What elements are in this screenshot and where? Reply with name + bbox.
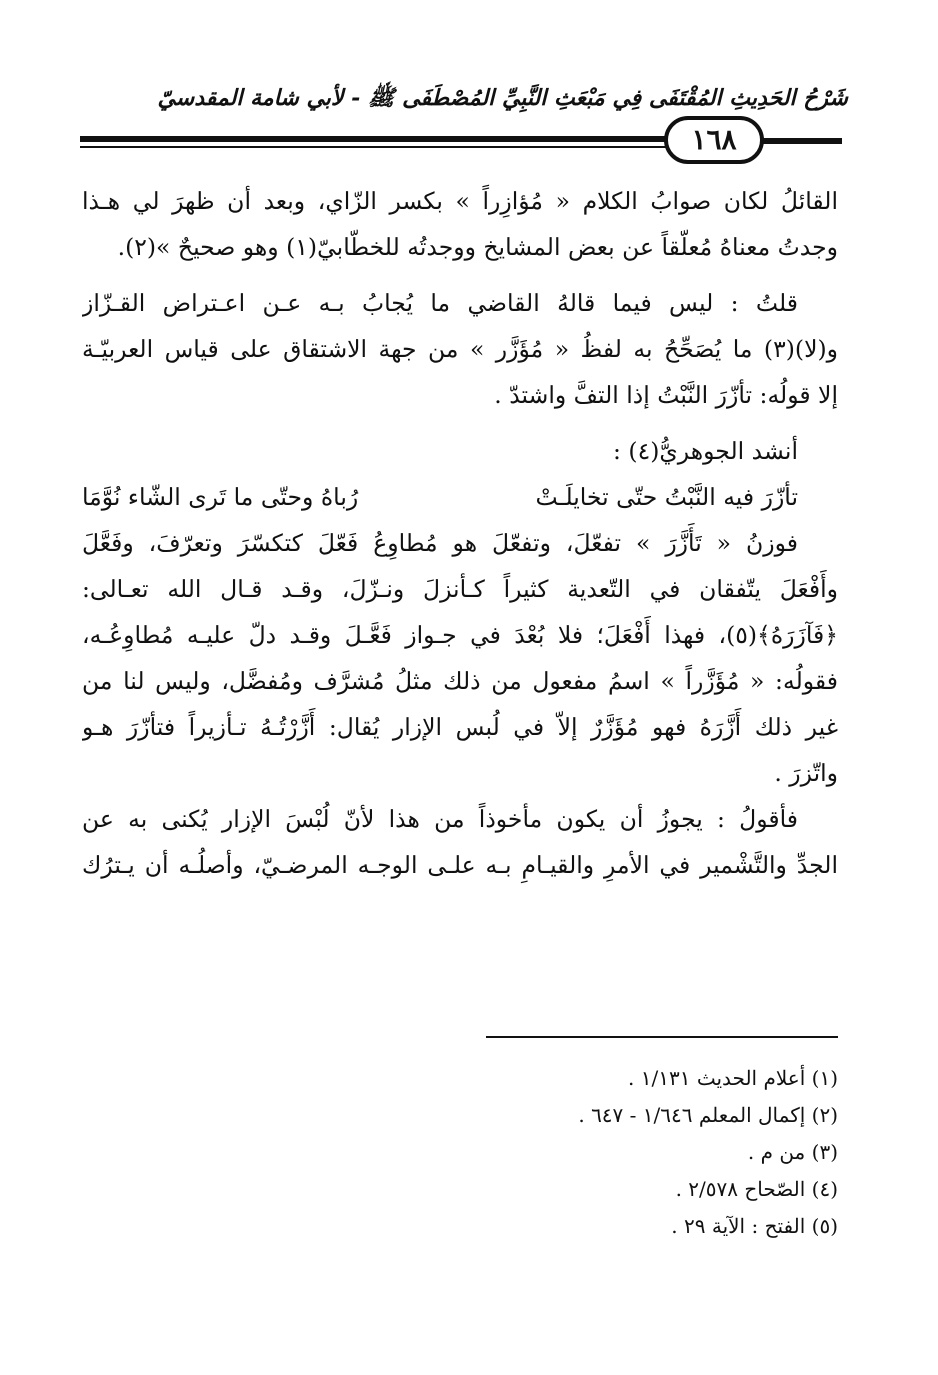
verse-hemistich-first: تأزّرَ فيه النَّبْتُ حتّى تخايلَـتْ: [535, 483, 798, 511]
footnote-item: (٤) الصّحاح ٢/٥٧٨ .: [675, 1177, 838, 1201]
text-line: فوزنُ « تَأَزَّرَ » تفعّلَ، وتفعّلَ هو مُطاوِعُ فَعّلَ كتكسّرَ وتعرّفَ، وفَعَّلَ: [82, 529, 798, 557]
footnotes: [82, 1060, 838, 1245]
footnote-item: (٣) من م .: [747, 1140, 838, 1164]
footnote-item: (١) أعلام الحديث ١/١٣١ .: [628, 1066, 838, 1090]
paragraph-gap: [82, 418, 838, 428]
text-line: و(لا)(٣) ما يُصَحِّحُ به لفظُ « مُؤَزَّر » من جهة الاشتقاق على قياس العربيّـة: [82, 335, 838, 363]
text-line: غير ذلك أَزَّرَهُ فهو مُؤَزَّرٌ إلاّ في لُبس الإزار يُقال: أَزَّرْتُـهُ تـأزيراً فتأزّرَ هـو: [82, 713, 838, 741]
text-line: وجدتُ معناهُ مُعلّقاً عن بعض المشايخ ووجدتُه للخطّابيّ(١) وهو صحيحٌ »(٢).: [117, 233, 838, 261]
main-text: [82, 178, 838, 888]
running-header: شَرْحُ الحَدِيثِ المُقْتَفَى فِي مَبْعَثِ النَّبِيِّ المُصْطَفَى ﷺ - لأبي شامة المقدسيّ: [157, 85, 848, 111]
poetry-verse: [82, 474, 838, 520]
text-line: الجدِّ والتَّشْمير في الأمرِ والقيـامِ بـه علـى الوجـه المرضـيّ، وأصلُـه أن يـترُك: [82, 851, 838, 879]
page-number: ١٦٨: [664, 116, 764, 164]
text-line: إلا قولُه: تأزّرَ النَّبْتُ إذا التفَّ واشتدّ .: [494, 381, 838, 409]
text-line: وأَفْعَلَ يتّفقان في التّعدية كثيراً كـأنزلَ ونـزّلَ، وقـد قـال الله تعـالى:: [82, 575, 838, 603]
text-line: فقولُه: « مُؤَزَّراً » اسمُ مفعول من ذلك مثلُ مُشرَّف ومُفضَّل، وليس لنا من: [82, 667, 838, 695]
footnote-separator: [486, 1036, 838, 1038]
footnote-item: (٢) إكمال المعلم ١/٦٤٦ - ٦٤٧ .: [578, 1103, 838, 1127]
text-line: واتّزرَ .: [774, 759, 838, 787]
header-rule-right: [760, 138, 842, 144]
header-rule-thin: [80, 146, 670, 148]
verse-hemistich-second: رُباهُ وحتّى ما تَرى الشّاء نُوَّمَا: [82, 483, 359, 511]
text-line: قلتُ : ليس فيما قالهُ القاضي ما يُجابُ بـه عـن اعـتراض القـزّاز: [82, 289, 798, 317]
text-line: القائلُ لكان صوابُ الكلام « مُؤازِراً » بكسر الزّاي، وبعد أن ظهرَ لي هـذا: [82, 187, 838, 215]
paragraph-gap: [82, 270, 838, 280]
text-line: ﴿فَآزَرَهُ﴾(٥)، فهذا أَفْعَلَ؛ فلا بُعْدَ في جـواز فَعَّـلَ وقـد دلّ عليـه مُطاوِعُـه،: [82, 621, 838, 649]
text-line: أنشد الجوهريُّ(٤) :: [613, 437, 798, 465]
header-rule-thick: [80, 136, 670, 142]
footnote-item: (٥) الفتح : الآية ٢٩ .: [671, 1214, 838, 1238]
text-line: فأقولُ : يجوزُ أن يكون مأخوذاً من هذا لأنّ لُبْسَ الإزار يُكنى به عن: [82, 805, 798, 833]
